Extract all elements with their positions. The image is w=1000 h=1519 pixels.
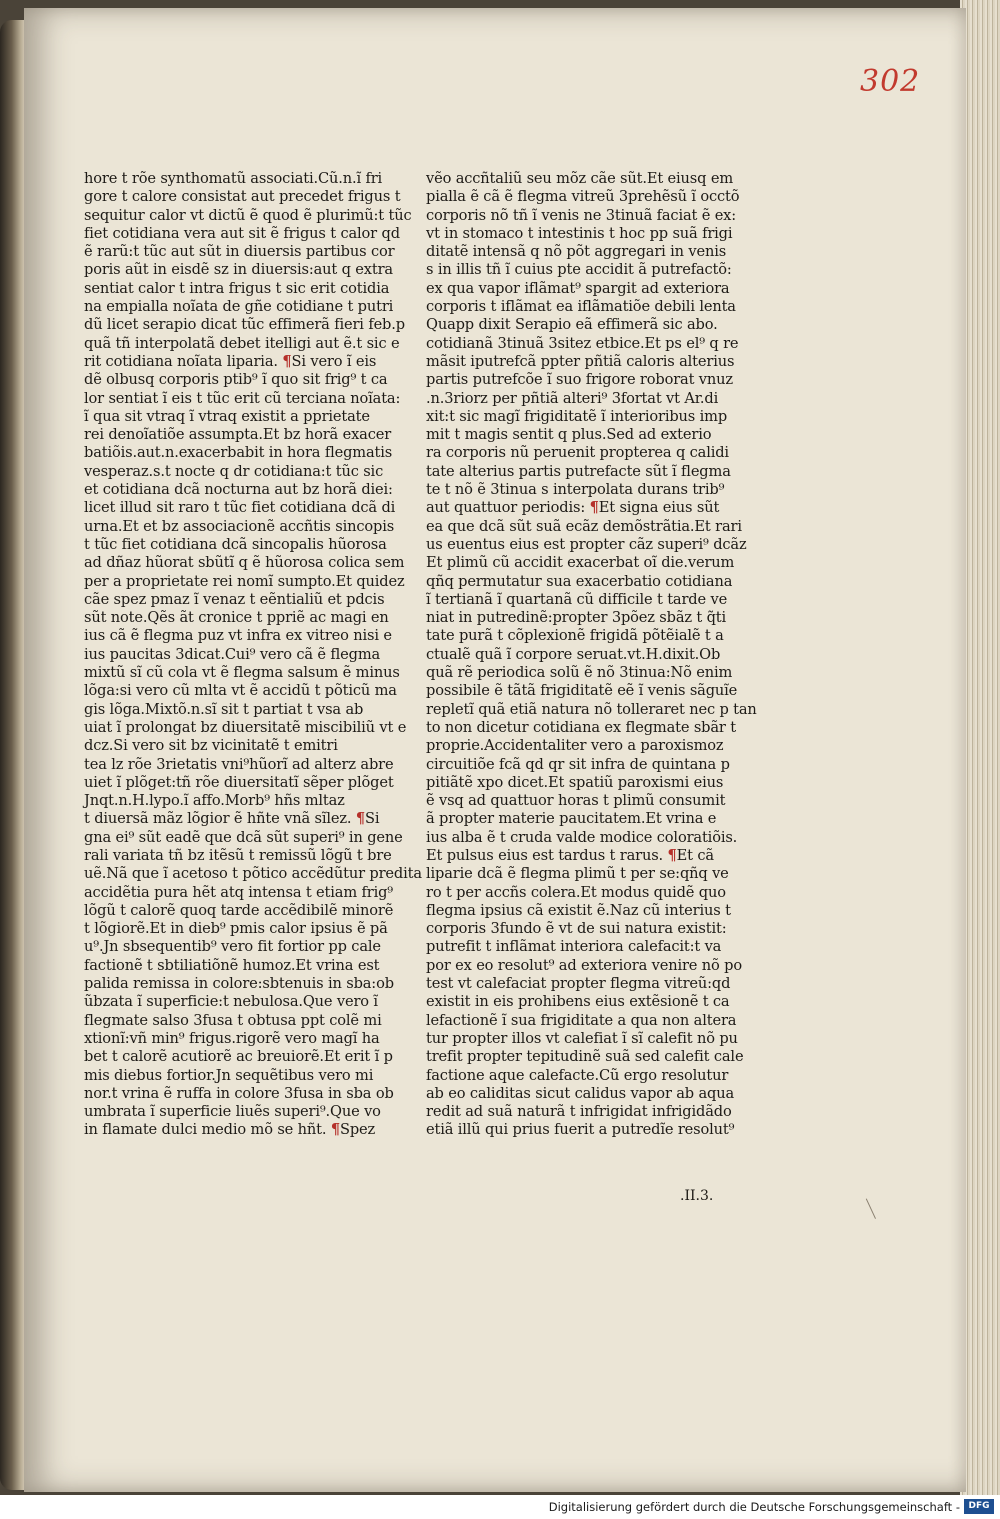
text-line: t diuersã mãz lõgior ẽ hñte vnã sĩlez. ¶Si: [84, 810, 380, 828]
text-line: dcz.Si vero sit bz vicinitatẽ t emitri: [84, 737, 338, 755]
text-line: mãsit iputrefcã ppter pñtiã caloris alterius: [426, 352, 735, 370]
text-line: ã propter materie paucitatem.Et vrina e: [426, 810, 717, 828]
text-line: possibile ẽ tãtã frigiditatẽ eẽ ĩ venis sãguĩe: [426, 682, 738, 700]
text-line: rali variata tñ bz itẽsũ t remissũ lõgũ t bre: [84, 846, 392, 864]
text-line: urna.Et et bz associacionẽ accñtis sincopis: [84, 517, 395, 535]
text-line: pitiãtẽ xpo dicet.Et spatiũ paroxismi eius: [426, 773, 724, 791]
text-line: poris aũt in eisdẽ sz in diuersis:aut q extra: [84, 261, 393, 279]
text-line: ea que dcã sũt suã ecãz demõstrãtia.Et rari: [426, 517, 742, 535]
text-line: Et plimũ cũ accidit exacerbat oĩ die.verum: [426, 554, 735, 572]
text-line: liparie dcã ẽ flegma plimũ t per se:qñq ve: [426, 865, 729, 883]
text-line: ius paucitas 3dicat.Cui⁹ vero cã ẽ flegma: [84, 645, 381, 663]
text-line: redit ad suã naturã t infrigidat infrigidãdo: [426, 1103, 732, 1121]
text-line: factione aque calefacte.Cũ ergo resolutur: [426, 1066, 729, 1084]
text-line: dũ licet serapio dicat tũc effimerã fieri feb.p: [84, 316, 405, 334]
text-line: tur propter illos vt calefiat ĩ sĩ calefit nõ pu: [426, 1029, 738, 1047]
text-line: factionẽ t sbtiliatiõnẽ humoz.Et vrina est: [84, 956, 380, 974]
text-line: putrefit t inflãmat interiora calefacit:t va: [426, 938, 722, 956]
text-line: ex qua vapor iflãmat⁹ spargit ad exteriora: [426, 279, 730, 297]
text-line: rei denoĩatiõe assumpta.Et bz horã exacer: [84, 426, 392, 444]
text-line: lefactionẽ ĩ sua frigiditate a qua non altera: [426, 1011, 737, 1029]
text-line: test vt calefaciat propter flegma vitreũ:qd: [426, 975, 731, 993]
text-line: rit cotidiana noĩata liparia. ¶Si vero ĩ eis: [84, 352, 377, 370]
text-line: mit t magis sentit q plus.Sed ad exterio: [426, 426, 712, 444]
text-line: partis putrefcõe ĩ suo frigore roborat vnuz: [426, 371, 733, 389]
text-column-right: [426, 170, 757, 1140]
paragraph-mark: ¶: [282, 352, 292, 370]
text-line: proprie.Accidentaliter vero a paroxismoz: [426, 737, 724, 755]
text-line: quã tñ interpolatã debet itelligi aut ẽ.t sic e: [84, 334, 400, 352]
text-line: us euentus eius est propter cãz superi⁹ dcãz: [426, 535, 747, 553]
text-line: per a proprietate rei nomĩ sumpto.Et quidez: [84, 572, 405, 590]
text-line: s in illis tñ ĩ cuius pte accidit ã putrefactõ:: [426, 261, 732, 279]
text-line: na empialla noĩata de gñe cotidiane t putri: [84, 298, 394, 316]
text-line: uẽ.Nã que ĩ acetoso t põtico accẽdũtur predita: [84, 865, 422, 883]
text-line: gore t calore consistat aut precedet frigus t: [84, 188, 401, 206]
text-line: flegmate salso 3fusa t obtusa ppt colẽ mi: [84, 1011, 382, 1029]
text-line: ditatẽ intensã q nõ põt aggregari in venis: [426, 243, 727, 261]
text-line: to non dicetur cotidiana ex flegmate sbãr t: [426, 718, 736, 736]
text-line: ius alba ẽ t cruda valde modice coloratiõis.: [426, 828, 738, 846]
text-line: vesperaz.s.t nocte q dr cotidiana:t tũc sic: [84, 462, 384, 480]
text-line: in flamate dulci medio mõ se hñt. ¶Spez: [84, 1121, 376, 1139]
footer-credit: Digitalisierung gefördert durch die Deutsche Forschungsgemeinschaft -: [548, 1500, 960, 1514]
text-line: cãe spez pmaz ĩ venaz t eẽntialiũ et pdcis: [84, 590, 385, 608]
footer-bar: [0, 1495, 1000, 1519]
signature-mark: .II.3.: [680, 1188, 714, 1204]
book-binding: [0, 20, 26, 1490]
text-line: lõga:si vero cũ mlta vt ẽ accidũ t põticũ ma: [84, 682, 397, 700]
text-line: Et pulsus eius est tardus t rarus. ¶Et cã: [426, 846, 714, 864]
text-line: trefit propter tepitudinẽ suã sed calefit cale: [426, 1048, 744, 1066]
text-line: sũt note.Qẽs ãt cronice t ppriẽ ac magi en: [84, 609, 389, 627]
text-line: fiet cotidiana vera aut sit ẽ frigus t calor qd: [84, 224, 400, 242]
text-line: umbrata ĩ superficie liuẽs superi⁹.Que vo: [84, 1103, 381, 1121]
page-edges: [960, 0, 1000, 1495]
paragraph-mark: ¶: [589, 499, 599, 517]
text-line: etiã illũ qui prius fuerit a putredĩe resolut⁹: [426, 1121, 735, 1139]
text-line: tate alterius partis putrefacte sũt ĩ flegma: [426, 462, 731, 480]
text-line: ũbzata ĩ superficie:t nebulosa.Que vero ĩ: [84, 993, 378, 1011]
text-line: hore t rõe synthomatũ associati.Cũ.n.ĩ fri: [84, 170, 383, 187]
text-line: qñq permutatur sua exacerbatio cotidiana: [426, 572, 733, 590]
folio-number: 302: [860, 64, 921, 99]
text-line: lor sentiat ĩ eis t tũc erit cũ terciana noĩata:: [84, 389, 401, 407]
text-line: ab eo caliditas sicut calidus vapor ab aqua: [426, 1084, 735, 1102]
text-line: ius cã ẽ flegma puz vt infra ex vitreo nisi e: [84, 627, 392, 645]
text-line: dẽ olbusq corporis ptib⁹ ĩ quo sit frig⁹ t ca: [84, 371, 388, 389]
text-line: et cotidiana dcã nocturna aut bz horã diei:: [84, 481, 393, 499]
text-line: corporis nõ tñ ĩ venis ne 3tinuã faciat ẽ ex:: [426, 206, 737, 224]
text-line: batiõis.aut.n.exacerbabit in hora flegmatis: [84, 444, 393, 462]
text-column-left: [84, 170, 422, 1140]
text-line: Jnqt.n.H.lypo.ĩ affo.Morb⁹ hñs mltaz: [84, 792, 345, 810]
text-line: mixtũ sĩ cũ cola vt ẽ flegma salsum ẽ minus: [84, 664, 400, 682]
text-line: lõgũ t calorẽ quoq tarde accẽdibilẽ minorẽ: [84, 901, 394, 919]
paragraph-mark: ¶: [330, 1121, 340, 1139]
text-line: gis lõga.Mixtõ.n.sĩ sit t partiat t vsa ab: [84, 700, 364, 718]
text-line: .n.3riorz per pñtiã alteri⁹ 3fortat vt Ar.di: [426, 389, 719, 407]
text-line: xit:t sic magĩ frigiditatẽ ĩ interioribus imp: [426, 407, 728, 425]
text-line: ro t per accñs colera.Et modus quidẽ quo: [426, 883, 726, 901]
text-line: u⁹.Jn sbsequentib⁹ vero fit fortior pp cale: [84, 938, 381, 956]
text-line: corporis 3fundo ẽ vt de sui natura existit:: [426, 920, 727, 938]
pencil-mark: [866, 1195, 883, 1219]
text-line: ad dñaz hũorat sbũtĩ q ẽ hũorosa colica sem: [84, 554, 405, 572]
text-line: sentiat calor t intra frigus t sic erit cotidia: [84, 279, 390, 297]
paragraph-mark: ¶: [355, 810, 365, 828]
text-line: ĩ tertianã ĩ quartanã cũ difficile t tarde ve: [426, 590, 728, 608]
text-line: mis diebus fortior.Jn sequẽtibus vero mi: [84, 1066, 374, 1084]
text-line: sequitur calor vt dictũ ẽ quod ẽ plurimũ:t tũc: [84, 206, 412, 224]
text-line: uiet ĩ plõget:tñ rõe diuersitatĩ sẽper plõget: [84, 773, 394, 791]
text-line: Quapp dixit Serapio eã effimerã sic abo.: [426, 316, 718, 334]
paragraph-mark: ¶: [667, 846, 677, 864]
text-line: vẽo accñtaliũ seu mõz cãe sũt.Et eiusq em: [426, 170, 734, 187]
text-line: existit in eis prohibens eius extẽsionẽ t ca: [426, 993, 730, 1011]
text-line: ra corporis nũ peruenit propterea q calidi: [426, 444, 729, 462]
text-line: vt in stomaco t intestinis t hoc pp suã frigi: [426, 224, 733, 242]
text-line: nor.t vrina ẽ ruffa in colore 3fusa in sba ob: [84, 1084, 394, 1102]
text-line: te t nõ ẽ 3tinua s interpolata durans trib⁹: [426, 481, 725, 499]
text-line: bet t calorẽ acutiorẽ ac breuiorẽ.Et erit ĩ p: [84, 1048, 393, 1066]
text-line: repletĩ quã etiã natura nõ tolleraret nec p tan: [426, 700, 757, 718]
text-line: palida remissa in colore:sbtenuis in sba:ob: [84, 975, 394, 993]
text-line: gna ei⁹ sũt eadẽ que dcã sũt superi⁹ in gene: [84, 828, 403, 846]
text-line: accidẽtia pura hẽt atq intensa t etiam frig⁹: [84, 883, 393, 901]
text-line: por ex eo resolut⁹ ad exteriora venire nõ po: [426, 956, 742, 974]
text-line: uiat ĩ prolongat bz diuersitatẽ miscibiliũ vt e: [84, 718, 407, 736]
text-line: pialla ẽ cã ẽ flegma vitreũ 3prehẽsũ ĩ occtõ: [426, 188, 740, 206]
text-line: ẽ rarũ:t tũc aut sũt in diuersis partibus cor: [84, 243, 395, 261]
text-line: quã rẽ periodica solũ ẽ nõ 3tinua:Nõ enim: [426, 664, 733, 682]
text-line: ẽ vsq ad quattuor horas t plimũ consumit: [426, 792, 726, 810]
text-line: aut quattuor periodis: ¶Et signa eius sũt: [426, 499, 720, 517]
text-line: circuitiõe fcã qd qr sit infra de quintana p: [426, 755, 730, 773]
text-line: corporis t iflãmat ea iflãmatiõe debili lenta: [426, 298, 736, 316]
text-line: ctualẽ quã ĩ corpore seruat.vt.H.dixit.Ob: [426, 645, 721, 663]
text-line: tate purã t cõplexionẽ frigidã põtẽialẽ t a: [426, 627, 724, 645]
text-line: t lõgiorẽ.Et in dieb⁹ pmis calor ipsius ẽ pã: [84, 920, 388, 938]
text-line: flegma ipsius cã existit ẽ.Naz cũ interius t: [426, 901, 731, 919]
text-line: cotidianã 3tinuã 3sitez etbice.Et ps el⁹ q re: [426, 334, 739, 352]
text-line: licet illud sit raro t tũc fiet cotidiana dcã di: [84, 499, 396, 517]
dfg-logo: DFG: [964, 1499, 994, 1514]
text-line: t tũc fiet cotidiana dcã sincopalis hũorosa: [84, 535, 387, 553]
text-line: xtionĩ:vñ min⁹ frigus.rigorẽ vero magĩ ha: [84, 1029, 380, 1047]
text-line: niat in putredinẽ:propter 3põez sbãz t q̃ti: [426, 609, 727, 627]
text-line: ĩ qua sit vtraq ĩ vtraq existit a pprietate: [84, 407, 370, 425]
text-line: tea lz rõe 3rietatis vni⁹hũorĩ ad alterz abre: [84, 755, 394, 773]
